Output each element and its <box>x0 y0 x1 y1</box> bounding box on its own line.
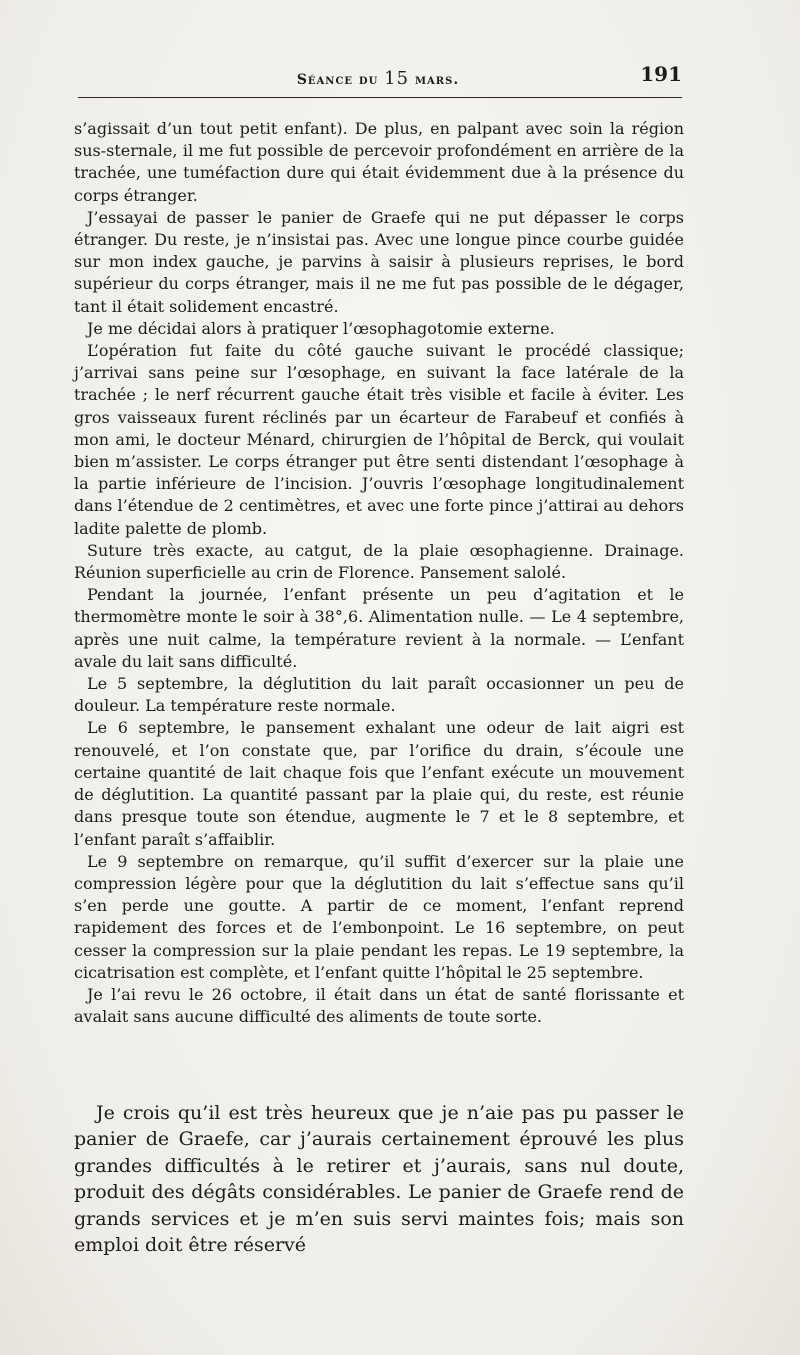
running-title-before: Séance du <box>296 72 385 88</box>
paragraph: Je me décidai alors à pratiquer l’œsophagotomie externe. <box>87 318 555 338</box>
paragraph: Le 6 septembre, le pansement exhalant une odeur de lait aigri est renouvelé, et l’on constate que, par l’orifice du drain, s’écoule une certaine quantité de lait chaque fois que l’enfant exécute un mouvement de déglutition. La quantité passant par la plaie qui, du reste, est réunie dans presque toute son étendue, augmente le 7 et le 8 septembre, et l’enfant paraît s’affaiblir. <box>74 718 684 849</box>
paragraph: s’agissait d’un tout petit enfant). De plus, en palpant avec soin la région sus-sternale, il me fut possible de percevoir profondément en arrière de la trachée, une tuméfaction dure qui était évidemment due à la présence du corps étranger. <box>74 119 684 205</box>
paragraph: J’essayai de passer le panier de Graefe qui ne put dépasser le corps étranger. Du reste, je n’insistai pas. Avec une longue pince courbe guidée sur mon index gauche, je parvins à saisir à plusieurs reprises, le bord supérieur du corps étranger, mais il ne me fut pas possible de le dégager, tant il était solidement encastré. <box>74 207 684 316</box>
header-rule <box>78 97 682 98</box>
paragraph: Je crois qu’il est très heureux que je n’aie pas pu passer le panier de Graefe, car j’aurais certainement éprouvé les plus grandes difficultés à le retirer et j’aurais, sans nul doute, produit des dégâts considérables. Le panier de Graefe rend de grands services et je m’en suis servi maintes fois; mais son emploi doit être réservé <box>74 1102 684 1257</box>
paragraph: Le 9 septembre on remarque, qu’il suffit d’exercer sur la plaie une compression légère pour que la déglutition du lait s’effectue sans qu’il s’en perde une goutte. A partir de ce moment, l’enfant reprend rapidement des forces et de l’embonpoint. Le 16 septembre, on peut cesser la compression sur la plaie pendant les repas. Le 19 septembre, la cicatrisation est complète, et l’enfant quitte l’hôpital le 25 septembre. <box>74 851 684 982</box>
paragraph: L’opération fut faite du côté gauche suivant le procédé classique; j’arrivai sans peine sur l’œsophage, en suivant la face latérale de la trachée ; le nerf récurrent gauche était très visible et facile à éviter. Les gros vaisseaux furent réclinés par un écarteur de Farabeuf et confiés à mon ami, le docteur Ménard, chirurgien de l’hôpital de Berck, qui voulait bien m’assister. Le corps étranger put être senti distendant l’œsophage à la partie inférieure de l’incision. J’ouvris l’œsophage longitudinalement dans l’étendue de 2 centimètres, et avec une forte pince j’attirai au dehors ladite palette de plomb. <box>74 341 684 538</box>
paragraph: Le 5 septembre, la déglutition du lait paraît occasionner un peu de douleur. La température reste normale. <box>74 674 684 716</box>
running-title-after: mars. <box>409 72 460 88</box>
paragraph: Suture très exacte, au catgut, de la plaie œsophagienne. Drainage. Réunion superficielle au crin de Florence. Pansement salolé. <box>74 540 684 583</box>
paragraph: Pendant la journée, l’enfant présente un peu d’agitation et le thermomètre monte le soir à 38°,6. Alimentation nulle. — Le 4 septembre, après une nuit calme, la température revient à la normale. — L’enfant avale du lait sans difficulté. <box>74 585 684 671</box>
page-number: 191 <box>640 62 682 86</box>
page-header <box>74 62 682 90</box>
running-title <box>74 68 682 89</box>
running-title-date: 15 <box>384 68 410 89</box>
commentary-text <box>74 1100 684 1258</box>
paragraph: Je l’ai revu le 26 octobre, il était dans un état de santé florissante et avalait sans aucune difficulté des aliments de toute sorte. <box>74 984 684 1027</box>
observation-text <box>74 118 684 1028</box>
